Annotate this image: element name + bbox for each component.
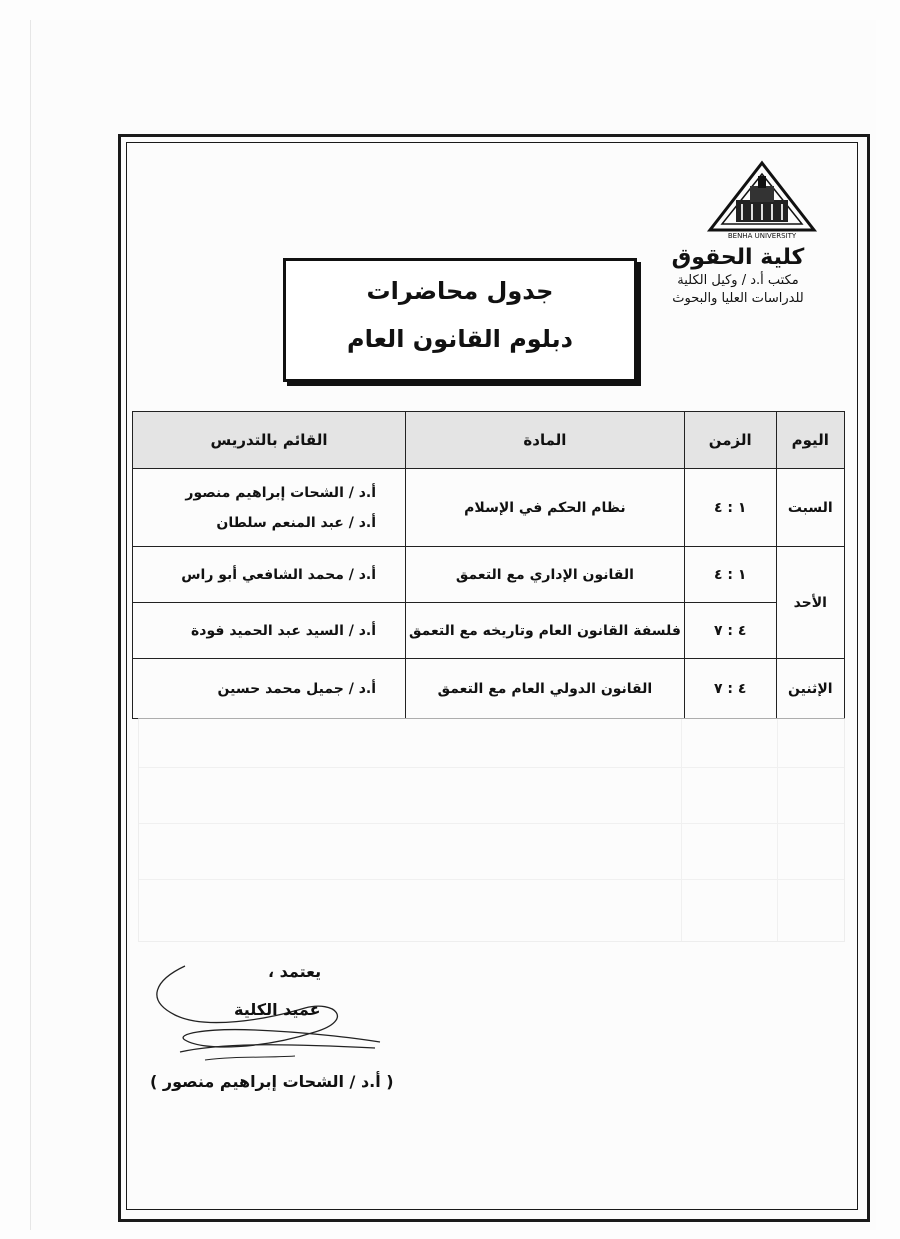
- table-row: [133, 469, 845, 547]
- table-row: [133, 603, 845, 659]
- time-cell: ٤ : ٧: [684, 659, 776, 719]
- header-time: الزمن: [684, 412, 776, 469]
- teacher-cell: [133, 469, 406, 547]
- day-cell: السبت: [776, 469, 844, 547]
- table-header-row: [133, 412, 845, 469]
- teacher-name: أ.د / السيد عبد الحميد فودة: [191, 622, 377, 639]
- teacher-name: أ.د / جميل محمد حسين: [217, 680, 377, 697]
- teacher-name: أ.د / الشحات إبراهيم منصور: [185, 484, 377, 501]
- approval-role: عميد الكلية: [234, 1000, 321, 1019]
- day-cell: الإثنين: [776, 659, 844, 719]
- subject-cell: فلسفة القانون العام وتاريخه مع التعمق: [406, 603, 685, 659]
- signatory-name: ( أ.د / الشحات إبراهيم منصور ): [150, 1072, 394, 1091]
- teacher-name: أ.د / عبد المنعم سلطان: [216, 514, 377, 531]
- teacher-cell: [133, 547, 406, 603]
- header-day: اليوم: [776, 412, 844, 469]
- university-logo: [706, 160, 818, 242]
- teacher-cell: [133, 603, 406, 659]
- table-row: [133, 547, 845, 603]
- subject-cell: القانون الإداري مع التعمق: [406, 547, 685, 603]
- schedule-title: جدول محاضرات: [366, 277, 554, 305]
- table-row: [133, 659, 845, 719]
- time-cell: ١ : ٤: [684, 547, 776, 603]
- faculty-header: [638, 244, 838, 308]
- header-teacher: القائم بالتدريس: [133, 412, 406, 469]
- subject-cell: القانون الدولي العام مع التعمق: [406, 659, 685, 719]
- logo-text: BENHA UNIVERSITY: [727, 232, 797, 240]
- diploma-title: دبلوم القانون العام: [347, 325, 573, 353]
- time-cell: ١ : ٤: [684, 469, 776, 547]
- teacher-cell: [133, 659, 406, 719]
- time-cell: ٤ : ٧: [684, 603, 776, 659]
- scan-show-through: [138, 718, 845, 942]
- title-box: [283, 258, 637, 382]
- header-subject: المادة: [406, 412, 685, 469]
- subject-cell: نظام الحكم في الإسلام: [406, 469, 685, 547]
- faculty-name: كلية الحقوق: [671, 245, 805, 270]
- office-line-2: للدراسات العليا والبحوث: [672, 291, 804, 306]
- schedule-table: [132, 411, 845, 719]
- day-cell: الأحد: [776, 547, 844, 659]
- approval-label: يعتمد ،: [268, 962, 322, 981]
- office-line-1: مكتب أ.د / وكيل الكلية: [677, 273, 799, 288]
- teacher-name: أ.د / محمد الشافعي أبو راس: [181, 566, 377, 583]
